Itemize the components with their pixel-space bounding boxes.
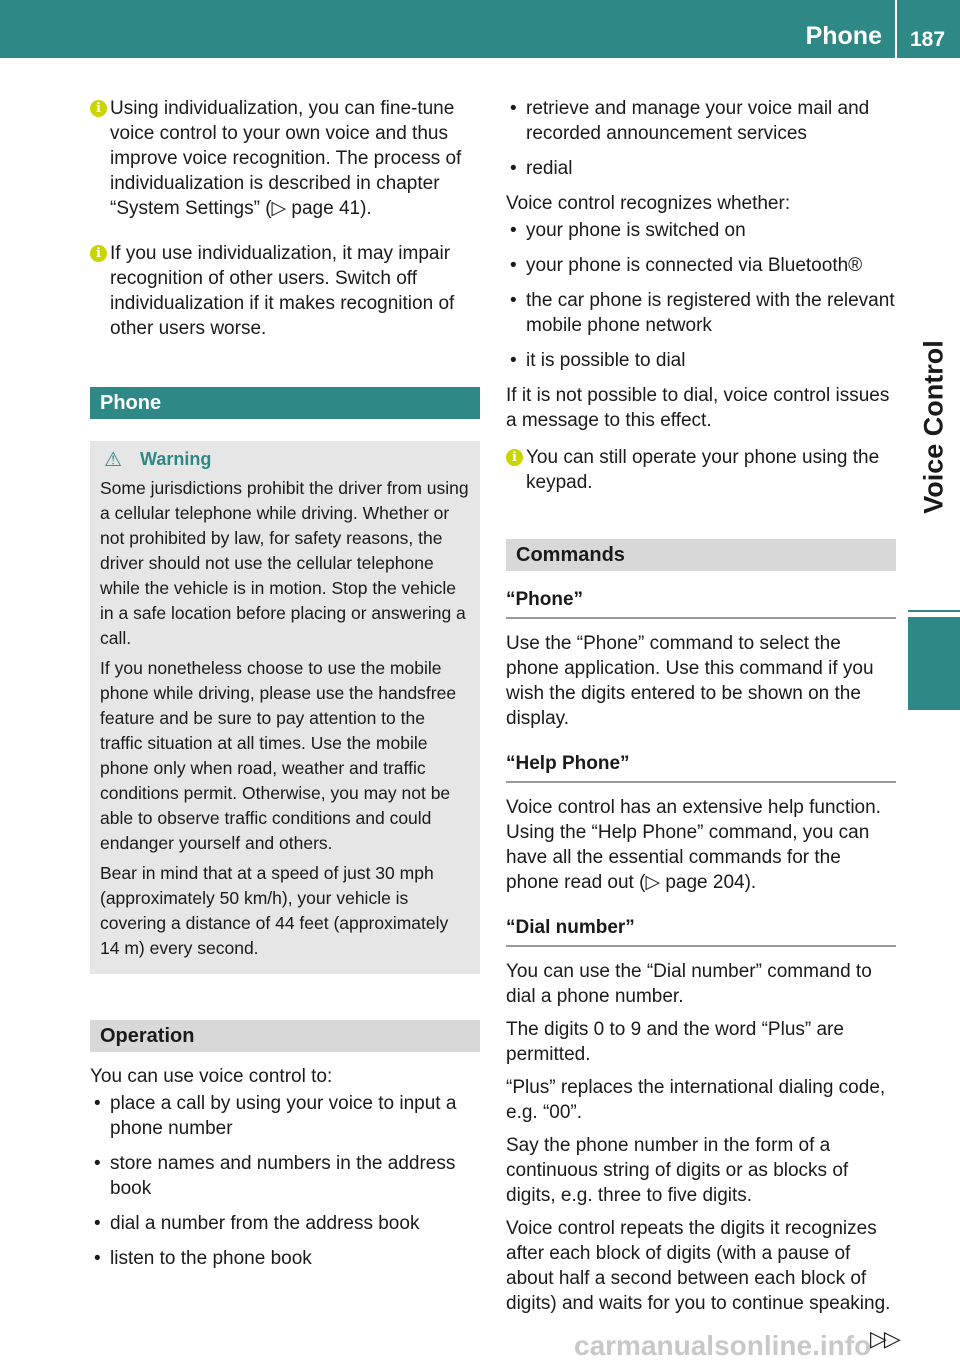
- list-item-text: your phone is switched on: [526, 220, 746, 241]
- list-item: • retrieve and manage your voice mail and recorded announcement services: [506, 96, 896, 146]
- side-tab: [908, 58, 960, 611]
- page-number: 187: [910, 28, 946, 51]
- info-icon: i: [506, 449, 523, 466]
- info-note: [90, 241, 480, 341]
- command-text: Use the “Phone” command to select the phone application. Use this command if you wish the digits entered to be shown on the display.: [506, 633, 874, 729]
- right-column: [506, 96, 896, 1324]
- list-item: • your phone is connected via Bluetooth®: [506, 253, 896, 278]
- list-item: • dial a number from the address book: [90, 1211, 480, 1236]
- command-text: Say the phone number in the form of a continuous string of digits or as blocks of digits, e.g. three to five digits.: [506, 1135, 849, 1206]
- left-column: [90, 96, 480, 1281]
- info-icon: i: [90, 245, 107, 262]
- operation-intro: You can use voice control to:: [90, 1066, 333, 1087]
- info-text: If you use individualization, it may impair recognition of other users. Switch off individualization if it makes recognition of other users worse.: [110, 243, 455, 339]
- list-item: • the car phone is registered with the relevant mobile phone network: [510, 290, 895, 336]
- warning-paragraph: Bear in mind that at a speed of just 30 mph (approximately 50 km/h), your vehicle is covering a distance of 44 feet (approximately 14 m) every second.: [100, 863, 449, 958]
- list-item-text: dial a number from the address book: [110, 1213, 420, 1234]
- watermark: carmanualsonline.info: [574, 1330, 872, 1361]
- list-item: • your phone is switched on: [506, 218, 896, 243]
- list-item: • store names and numbers in the address book: [90, 1151, 480, 1201]
- info-text: Using individualization, you can fine-tune voice control to your own voice and thus improve voice recognition. The process of individualization is described in chapter “System Settings” (▷ page 41).: [110, 98, 462, 219]
- list-item-text: listen to the phone book: [110, 1248, 312, 1269]
- list-item: • it is possible to dial: [506, 348, 896, 373]
- side-tab-divider: [908, 610, 960, 612]
- info-icon: i: [90, 100, 107, 117]
- list-item-text: redial: [526, 158, 573, 179]
- continue-arrows-icon: ▷▷: [870, 1326, 898, 1351]
- page-header: [0, 0, 960, 58]
- list-item: • redial: [506, 156, 896, 181]
- list-item-text: it is possible to dial: [526, 350, 686, 371]
- info-text: You can still operate your phone using the keypad.: [526, 447, 880, 493]
- info-note: [90, 96, 480, 221]
- list-item-text: your phone is connected via Bluetooth®: [526, 255, 863, 276]
- recognizes-intro: Voice control recognizes whether:: [506, 193, 791, 214]
- side-tab-label: Voice Control: [918, 339, 949, 514]
- warning-title-text: Warning: [140, 449, 212, 469]
- command-heading-help-phone: “Help Phone”: [506, 753, 896, 783]
- dial-message: If it is not possible to dial, voice control issues a message to this effect.: [506, 385, 890, 431]
- list-item: • listen to the phone book: [90, 1246, 480, 1271]
- command-text: The digits 0 to 9 and the word “Plus” are permitted.: [506, 1019, 844, 1065]
- info-note: [506, 445, 896, 495]
- header-title: Phone: [805, 22, 882, 50]
- command-text: “Plus” replaces the international dialing code, e.g. “00”.: [506, 1077, 886, 1123]
- side-tab-marker: [908, 617, 960, 710]
- warning-title: [100, 449, 470, 470]
- list-item-text: store names and numbers in the address book: [110, 1153, 456, 1199]
- list-item-text: place a call by using your voice to input a phone number: [110, 1093, 457, 1139]
- warning-triangle-icon: ⚠: [104, 449, 122, 471]
- warning-box: [90, 441, 480, 974]
- command-heading-phone: “Phone”: [506, 589, 896, 619]
- list-item: • place a call by using your voice to input a phone number: [90, 1091, 480, 1141]
- command-text: You can use the “Dial number” command to dial a phone number.: [506, 961, 872, 1007]
- command-heading-dial-number: “Dial number”: [506, 917, 896, 947]
- warning-paragraph: If you nonetheless choose to use the mobile phone while driving, please use the handsfree feature and be sure to pay attention to the traffic situation at all times. Use the mobile phone only when road, weather and traffic conditions permit. Otherwise, you may not be able to observe traffic conditions and could endanger yourself and others.: [100, 658, 457, 853]
- header-separator: [895, 0, 897, 58]
- list-item-text: retrieve and manage your voice mail and recorded announcement services: [526, 98, 870, 144]
- section-heading-operation: Operation: [90, 1020, 480, 1052]
- section-heading-commands: Commands: [506, 539, 896, 571]
- list-item-text: the car phone is registered with the relevant mobile phone network: [526, 290, 895, 336]
- warning-paragraph: Some jurisdictions prohibit the driver from using a cellular telephone while driving. Whether or not prohibited by law, for safety reasons, the driver should not use the cellular telephone while the vehicle is in motion. Stop the vehicle in a safe location before placing or answering a call.: [100, 478, 469, 648]
- section-heading-phone: Phone: [90, 387, 480, 419]
- command-text: Voice control repeats the digits it recognizes after each block of digits (with a pause of about half a second between each block of digits) and waits for you to continue speaking.: [506, 1218, 891, 1314]
- command-text: Voice control has an extensive help function. Using the “Help Phone” command, you can have all the essential commands for the phone read out (▷ page 204).: [506, 797, 881, 893]
